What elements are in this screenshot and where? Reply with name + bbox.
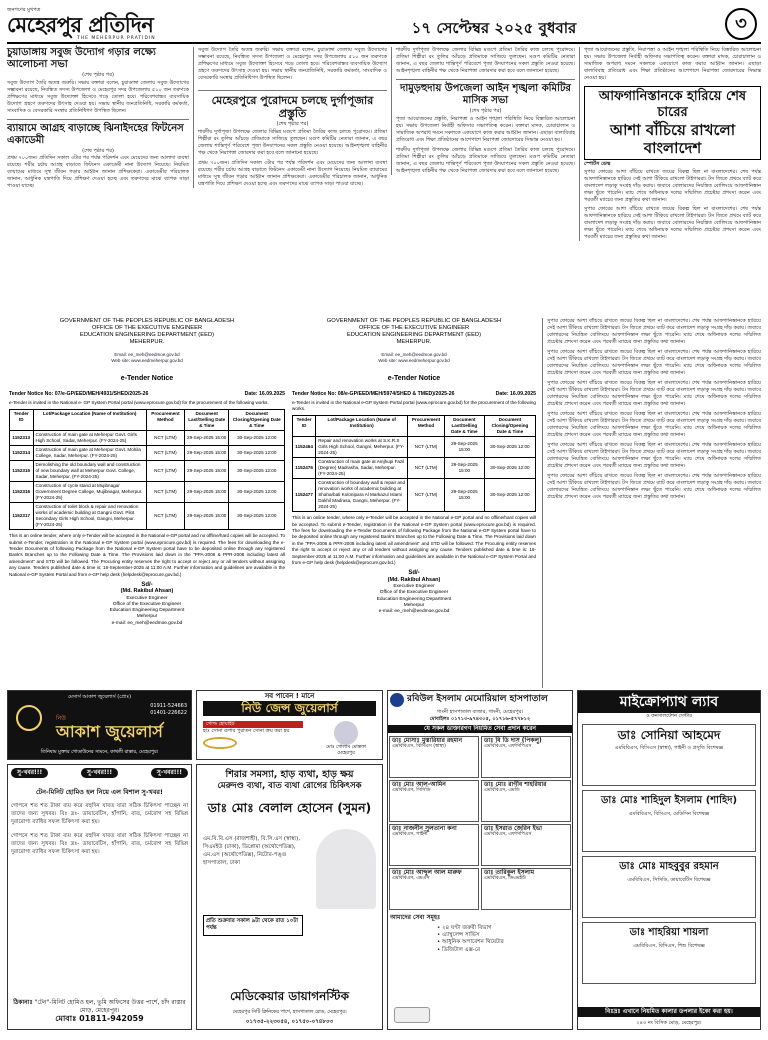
doctor-detail: এমবিবিএস, বিসিএস (স্বাস্থ্য) bbox=[392, 743, 446, 749]
doctor-name: ডাঃ মোঃ আব্দুল আল মারুফ bbox=[392, 868, 462, 876]
table-cell: 1152464 bbox=[293, 437, 316, 458]
tender-1-signer: (Md. Rakibul Ahsan) bbox=[120, 588, 174, 595]
homeo-phone: মোবাঃ 01811-942059 bbox=[55, 1014, 144, 1024]
issue-date: ১৭ সেপ্টেম্বর ২০২৫ বুধবার bbox=[411, 19, 577, 38]
signer-line: Education Engineering Department bbox=[376, 596, 452, 602]
jens-name: নিউ জেন্স জুয়েলার্স bbox=[203, 701, 376, 716]
table-row bbox=[293, 437, 536, 458]
table-cell: 1152476 bbox=[293, 458, 316, 479]
homeo-body-2: গোপনে শত শত টাকা ব্যয় করে বহুদিন যাবত যারা সঠিক চিকিৎসা পাচ্ছেন না তাদের জন্য সুখবর। বিঃ দ্রঃ- ডায়াবেটিস, হাঁপানি, বাত, চর্মরোগ সহ বিভিন্ন দুরারোগ্য ব্যাধির সফল চিকিৎসা করা হয়। bbox=[11, 833, 188, 856]
service-item: • আধুনিক অপারেশন থিয়েটার bbox=[437, 939, 504, 946]
doctor-card bbox=[481, 824, 571, 866]
sports-kicker: আফগানিস্তানকে হারিয়ে শেষ চারের bbox=[598, 89, 747, 120]
person-photo-icon bbox=[334, 721, 358, 745]
tender-2-intro: e-Tender is invited in the National e-GP System Portal portal (www.eprocure.gov.bd) for the procurement of the following works. bbox=[292, 400, 536, 412]
rabiul-banner: যে সকল ডাক্তারগণ নিয়মিত সেবা প্রদান করেন bbox=[388, 725, 572, 733]
table-cell: 30-Sep-2025 12:00 bbox=[484, 479, 535, 512]
tender-1-header bbox=[9, 318, 285, 346]
headline-1: চুয়াডাঙ্গায় সবুজ উদ্যোগ গড়ার লক্ষ্যে আলোচনা সভা bbox=[7, 47, 156, 70]
hospital-logo-icon bbox=[390, 693, 404, 707]
tender-2-table bbox=[292, 415, 536, 512]
article-body-3-more: শারদীয় দুর্গাপূজা উপলক্ষে জেলার বিভিন্ন মণ্ডপে প্রতিমা তৈরির কাজ চলছে পুরোদমে। প্রতিমা শিল্পীরা রং তুলির আঁচড়ে প্রতিমাকে সাজিয়ে তুলছেন। মণ্ডপ কমিটির নেতারা জানান, এ বছর জেলায় শান্তিপূর্ণ পরিবেশে পূজা উদযাপনের সকল প্রস্তুতি নেওয়া হয়েছে। আইনশৃঙ্খলা বাহিনীর পক্ষ থেকে নিরাপত্তা জোরদার করা হবে বলে জানানো হয়েছে। bbox=[396, 146, 575, 174]
tender-2-col-header: Tender ID bbox=[293, 416, 316, 437]
table-cell: 1152313 bbox=[10, 431, 34, 446]
doctor-name: ডাঃ তারিকুল ইসলাম bbox=[484, 868, 535, 876]
tender-1-contact bbox=[9, 352, 285, 364]
tender-2-col-header: Document Last/Selling Date & Time bbox=[444, 416, 484, 437]
doctor-card bbox=[481, 780, 571, 822]
table-cell: NCT (LTM) bbox=[146, 431, 184, 446]
doctor-name: ডাঃ বি ডি দাস (পিকলু) bbox=[484, 736, 542, 744]
table-cell: Demolishing the old boundary wall and construction of new boundary wall at Meherpur Govt. College, Sadar, Meherpur. (FY-2024-25) bbox=[33, 461, 146, 482]
tender-1-table bbox=[9, 409, 285, 530]
tender-2-dept: EDUCATION ENGINEERING DEPARTMENT (EED) bbox=[346, 332, 482, 338]
necklace-icon bbox=[16, 705, 42, 731]
doctor-detail: এমবিবিএস, এমডি bbox=[484, 787, 520, 793]
doctor-name: ডাঃ মোঃ আল-আমিন bbox=[392, 780, 446, 788]
table-cell: 30-Sep-2025 12:00 bbox=[229, 446, 285, 461]
belal-center-phone: ০১৭৩৫-২২৩০৫৪, ০১৭৫০-০৭৪৮০৩ bbox=[245, 1018, 334, 1025]
ad-new-jens-jewellers bbox=[196, 690, 383, 760]
tender-1-web: Web site: www.eedmeherpur.gov.bd bbox=[111, 358, 183, 363]
doctor-card bbox=[582, 922, 756, 984]
table-cell: 29-Sep-2025 15:00 bbox=[444, 437, 484, 458]
table-cell: 29-Sep-2025 15:00 bbox=[184, 461, 229, 482]
belal-center: মেডিকেয়ার ডায়াগনস্টিক bbox=[230, 989, 349, 1004]
tender-1-col-header: Document Closing/Opening Date & Time bbox=[229, 410, 285, 431]
doctor-name: ডাঃ মোসাঃ মুস্তারিয়ার রহমান bbox=[392, 736, 463, 744]
tender-1-gov: GOVERNMENT OF THE PEOPLES REPUBLIC OF BANGLADESH bbox=[59, 318, 235, 324]
tender-1-col-header: Document Last/Selling Date & Time bbox=[184, 410, 229, 431]
table-cell: 29-Sep-2025 15:00 bbox=[184, 503, 229, 530]
doctor-name: ডাঃ সোনিয়া আহমেদ bbox=[617, 728, 721, 743]
table-row bbox=[10, 461, 285, 482]
micropath-header bbox=[578, 691, 760, 713]
doctor-name: ডাঃ ইসরাত জেরিন ইভা bbox=[484, 824, 542, 832]
tender-1-terms: This is an online tender, where only e-Tender will be accepted in the National e-GP portal and no offline/hard copies will be accepted. To submit e-Tender, registration in the National e-GP System portal (www.eprocure.gov.bd) is required. The fees for downloading the e-Tender Documents of following Package from the National e-GP System portal have to be deposited online through any registered Bank's Branches up to the Following Date & Time. The Provisions laid down in the "PPA-2006 & PPR-2008 including latest all amendment" and STD will be followed. The Procuring entity reserves the right to accept or reject any or all tenders without assigning any cause. Tenders published date & time is: 16-September-2025 at 11:00 A.M. Further information and guidelines are available in the National e-GP System Portal and from e-GP help desk (helpdesk@eprocure.gov.bd.) bbox=[9, 533, 285, 577]
rabiul-doctor-list bbox=[388, 735, 572, 911]
homeo-footer bbox=[11, 999, 188, 1025]
tender-1-col-header: Tender ID bbox=[10, 410, 34, 431]
jens-person-name: মোঃ গোলাম মোস্তফা bbox=[325, 745, 367, 750]
table-cell: 1152477 bbox=[293, 479, 316, 512]
doctor-name: ডাঃ মোঃ শাহিদুল ইসলাম (শাহিদ) bbox=[600, 795, 738, 807]
doctor-card bbox=[481, 736, 571, 778]
jens-line: হাঃ সোনা রূপার পুরাতন সোনা ক্রয় করা হয় bbox=[203, 728, 290, 734]
tender-1-city: MEHERPUR. bbox=[129, 339, 165, 345]
doctor-detail: এমবিবিএস, বিসিএস (স্বাস্থ্য), গাইনী ও প্রসূতি বিশেষজ্ঞ bbox=[614, 745, 724, 752]
tender-2-date: Date: 16.09.2025 bbox=[495, 391, 536, 398]
table-row bbox=[10, 482, 285, 503]
tender-2-email: Email: ee_meh@eedmoe.gov.bd bbox=[381, 352, 447, 357]
doctor-detail: এমবিবিএস, বিসিএস, মেডিসিন বিশেষজ্ঞ bbox=[628, 811, 710, 818]
tender-1-intro: e-Tender is invited in the National e- GP System Portal portal (www.eprocure.gov.bd) for the procurement of the following works. bbox=[9, 400, 269, 406]
micropath-sub: ও কনসালটেশন সেন্টার bbox=[646, 713, 692, 720]
table-row bbox=[10, 503, 285, 530]
tender-2-terms: This is an online tender, where only e-Tender will be accepted in the National e-GP portal and no offline/hard copies will be accepted. To submit e-Tender, registration in the National e-GP System portal (www.eprocure.gov.bd) is required. The fees for downloading the e-Tender Documents of following Package from the National e-GP System portal have to be deposited online through any registered Bank's Branches up to the Following Date & Time. The Provisions laid down in the "PPA-2006 & PPR-2008 including latest all amendment" and STD will be followed. The Procuring entity reserves the right to accept or reject any or all tenders without assigning any cause. Tenders published date & time is: 16-September-2025 at 11:00 A.M. Further information and guidelines are available in the National e-GP System Portal and from e-GP help desk (helpdesk@eprocure.gov.bd.) bbox=[292, 515, 536, 566]
ring-icon bbox=[203, 737, 237, 749]
service-item: • ডিজিটাল এক্স-রে bbox=[437, 946, 481, 953]
article-body-3-cont: শারদীয় দুর্গাপূজা উপলক্ষে জেলার বিভিন্ন মণ্ডপে প্রতিমা তৈরির কাজ চলছে পুরোদমে। প্রতিমা শিল্পীরা রং তুলির আঁচড়ে প্রতিমাকে সাজিয়ে তুলছেন। মণ্ডপ কমিটির নেতারা জানান, এ বছর জেলায় শান্তিপূর্ণ পরিবেশে পূজা উদযাপনের সকল প্রস্তুতি নেওয়া হয়েছে। আইনশৃঙ্খলা বাহিনীর পক্ষ থেকে নিরাপত্তা জোরদার করা হবে বলে জানানো হয়েছে। bbox=[396, 47, 575, 74]
homeo-badge-1: সু-খবর!!! bbox=[11, 768, 48, 778]
page-number: ৩ bbox=[725, 8, 757, 40]
sports-headline: আশা বাঁচিয়ে রাখলো বাংলাদেশ bbox=[609, 121, 736, 157]
service-item: • এ্যাম্বুলেন্স সার্ভিস bbox=[437, 932, 480, 939]
doctor-card bbox=[389, 824, 479, 866]
akash-top: মেসার্স আকাশ জুয়েলার্স (প্রোঃ) bbox=[67, 694, 132, 700]
tender-2-signature bbox=[292, 570, 536, 615]
doctor-detail: এমবিবিএস, এফসিপিএস bbox=[484, 743, 532, 749]
table-cell: 30-Sep-2025 12:00 bbox=[229, 461, 285, 482]
ad-ten-minute-homeo bbox=[7, 764, 192, 1030]
ad-micropath-lab bbox=[577, 690, 761, 1030]
belal-name: ডাঃ মোঃ বেলাল হোসেন (সুমন) bbox=[207, 800, 372, 815]
signer-line: Meherpur bbox=[136, 614, 158, 620]
akash-address: তিনিষাম মুক্তার গোডাউনের সামনে, কাথলী রাস্তার, মেহেরপুর। bbox=[40, 749, 159, 755]
article-body-2-cont: প্রথম ৭০০জন। প্রতিদিন সকাল ৩টার পর পর্যন্ত পরিদর্শন এবং মেয়েদের জন্য আলাদা ব্যবস্থা রয়েছে। শরীর চর্চায় আগ্রহ বাড়াতে ফিটনেস একাডেমী নানা উদ্যোগ নিয়েছে। নিয়মিত ব্যায়ামের মাধ্যমে সুস্থ জীবন গড়ার আহ্বান জানান প্রশিক্ষকেরা। একাডেমীর পরিচালক জানান, আধুনিক যন্ত্রপাতি দিয়ে প্রশিক্ষণ দেওয়া হচ্ছে এবং তরুণদের মাঝে ব্যাপক সাড়া পাওয়া যাচ্ছে। bbox=[198, 159, 387, 187]
doctor-card bbox=[481, 868, 571, 910]
table-cell: 30-Sep-2025 12:00 bbox=[484, 458, 535, 479]
table-row bbox=[10, 431, 285, 446]
table-cell: Construction of toilet block & repair and renovation works of academic building at Gangni Govt. Pilot Secondary Girls High School, Gangni, Meherpur. (FY-2024-25) bbox=[33, 503, 146, 530]
tender-notice-2 bbox=[292, 318, 536, 698]
belal-degrees: এম.বি.বি.এস (রাজশাহী), বি.সি.এস (স্বাস্থ্য), সিএমইউ (ঢাকা), ডিপ্লোমা (অর্থোপেডিক্স), এম.এস (অর্থোপেডিক্স), নিটোর-পঙ্গু হাসপাতাল, ঢাকা bbox=[203, 836, 301, 866]
tender-1-sd: Sd/- bbox=[141, 582, 153, 588]
signer-line: Office of the Executive Engineer bbox=[112, 601, 182, 607]
table-cell: 29-Sep-2025 15:00 bbox=[184, 482, 229, 503]
tender-2-web: Web site: www.eedmeherpur.gov.bd bbox=[378, 358, 450, 363]
table-cell: NCT (LTM) bbox=[146, 482, 184, 503]
tender-2-gov: GOVERNMENT OF THE PEOPLES REPUBLIC OF BANGLADESH bbox=[326, 318, 502, 324]
headline-2: ব্যায়ামে আগ্রহ বাড়াচ্ছে ঝিনাইদহের ফিটনেস একাডেমী bbox=[7, 122, 184, 146]
table-cell: Construction of cycle stand at Mujibnagar Government Degree College, Mujibnagar, Meherpur. (FY-2024-25) bbox=[33, 482, 146, 503]
homeo-body: গোপনে শত শত টাকা ব্যয় করে বহুদিন যাবত যারা সঠিক চিকিৎসা পাচ্ছেন না তাদের জন্য সুখবর। বিঃ দ্রঃ- ডায়াবেটিস, হাঁপানি, বাত, চর্মরোগ সহ বিভিন্ন দুরারোগ্য ব্যাধির সফল চিকিৎসা করা হয়। bbox=[11, 803, 188, 826]
belal-top2: মেরুদণ্ড ব্যথা, বাত ব্যথা রোগের চিকিৎসক bbox=[217, 781, 362, 791]
ad-akash-jewellers bbox=[7, 690, 192, 760]
homeo-address-label: ঠিকানাঃ bbox=[13, 998, 33, 1006]
news-col-2 bbox=[193, 47, 387, 188]
table-cell: 1152314 bbox=[10, 446, 34, 461]
sports-byline: স্পোর্টস ডেস্ক bbox=[584, 161, 611, 167]
table-cell: Construction of main gate at Meherpur Govt. Girls High School, Sadar, Meherpur. (FY-2024-25) bbox=[33, 431, 146, 446]
tender-1-col-header: Lot/Package Location (Name of Institution) bbox=[33, 410, 146, 431]
doctor-detail: এমবিবিএস, এমএস bbox=[392, 875, 430, 881]
doctor-card bbox=[389, 780, 479, 822]
tender-2-title: e-Tender Notice bbox=[387, 375, 441, 382]
headline-4: দামুড়হুদায় উপজেলা আইন শৃঙ্খলা কমিটির মাসিক সভা bbox=[400, 83, 571, 106]
article-body-2: প্রথম ৭০০জন। প্রতিদিন সকাল ৩টার পর পর্যন্ত পরিদর্শন এবং মেয়েদের জন্য আলাদা ব্যবস্থা রয়েছে। শরীর চর্চায় আগ্রহ বাড়াতে ফিটনেস একাডেমী নানা উদ্যোগ নিয়েছে। নিয়মিত ব্যায়ামের মাধ্যমে সুস্থ জীবন গড়ার আহ্বান জানান প্রশিক্ষকেরা। একাডেমীর পরিচালক জানান, আধুনিক যন্ত্রপাতি দিয়ে প্রশিক্ষণ দেওয়া হচ্ছে এবং তরুণদের মাঝে ব্যাপক সাড়া পাওয়া যাচ্ছে। bbox=[7, 155, 189, 190]
table-row bbox=[10, 446, 285, 461]
micropath-address: ২৪৩ নং বিসিক মোড়, মেহেরপুর। bbox=[636, 1020, 702, 1027]
doctor-name: ডাঃ শাহরিয়া শায়লা bbox=[629, 927, 709, 939]
jens-person bbox=[316, 721, 376, 758]
article-body-1-cont: সবুজ উদ্যোগ তৈরি অতন্ত্র জরুরি। সভায় বক্তারা বলেন, চুয়াডাঙ্গা জেলায় সবুজ উদ্যোগের সম্ভাবনা রয়েছে, নিবন্ধিত সদস্য উপজেলা ও মেহেরপুর সদর উপজেলায় ৫১০ জন তরুণকে প্রশিক্ষণের মাধ্যমে সবুজ উদ্যোক্তা হিসেবে গড়ে তোলা হবে। পরিবেশবান্ধব ব্যবসায়িক উদ্যোগ গ্রহণে তরুণদের উৎসাহ দেওয়া হয়। সভায় স্থানীয় জনপ্রতিনিধি, সরকারি কর্মকর্তা, সাংবাদিক ও বেসরকারি সংস্থার প্রতিনিধিগণ উপস্থিত ছিলেন। bbox=[198, 47, 387, 81]
ad-rabiul-hospital bbox=[387, 690, 573, 1030]
tender-2-signer: (Md. Rakibul Ahsan) bbox=[387, 576, 441, 583]
homeo-address: "টেন"-মিনিট হোমিও হল, ভুমি অফিসের উত্তর পার্শে, চাঁদ রাস্তার মোড়, মেহেরপুর। bbox=[34, 998, 186, 1014]
table-cell: 30-Sep-2025 12:00 bbox=[484, 437, 535, 458]
homeo-badges bbox=[11, 768, 188, 778]
akash-phones bbox=[150, 703, 187, 716]
tender-1-title: e-Tender Notice bbox=[120, 375, 174, 382]
sports-body-cont-2: সুপার ফোরের আশা বাঁচিয়ে রাখতে জয়ের বিকল্প ছিল না বাংলাদেশের। শেষ পর্যন্ত আফগানিস্তানকে হারিয়ে সেই আশা টিকিয়ে রাখলো টাইগাররা। টস জিতে প্রথমে ব্যাট করে বাংলাদেশ লড়াকু সংগ্রহ দাঁড় করায়। জবাবে বোলারদের নিয়ন্ত্রিত বোলিংয়ে আফগানিস্তান লক্ষ্য ছুঁতে পারেনি। ম্যাচ শেষে অধিনায়ক দলের সম্মিলিত প্রচেষ্টার প্রশংসা করেন এবং পরবর্তী ম্যাচের জন্য প্রস্তুতির কথা জানান। bbox=[547, 349, 761, 376]
akash-new: নিউ bbox=[56, 715, 66, 722]
rabiul-name: রবিউল ইসলাম মেমোরিয়াল হাসপাতাল bbox=[407, 694, 548, 705]
jens-owner-tag: গোল্ড হোয়াইট bbox=[203, 721, 303, 728]
rabiul-header bbox=[388, 691, 572, 709]
doctor-name: ডাঃ নাজনীন সুলতানা কনা bbox=[392, 824, 457, 832]
sports-body: সুপার ফোরের আশা বাঁচিয়ে রাখতে জয়ের বিকল্প ছিল না বাংলাদেশের। শেষ পর্যন্ত আফগানিস্তানকে হারিয়ে সেই আশা টিকিয়ে রাখলো টাইগাররা। টস জিতে প্রথমে ব্যাট করে বাংলাদেশ লড়াকু সংগ্রহ দাঁড় করায়। জবাবে বোলারদের নিয়ন্ত্রিত বোলিংয়ে আফগানিস্তান লক্ষ্য ছুঁতে পারেনি। ম্যাচ শেষে অধিনায়ক দলের সম্মিলিত প্রচেষ্টার প্রশংসা করেন এবং পরবর্তী ম্যাচের জন্য প্রস্তুতির কথা জানান। bbox=[584, 168, 761, 203]
news-col-4 bbox=[579, 47, 761, 241]
akash-phone-2: 01401-226622 bbox=[150, 709, 187, 716]
tender-2-meta bbox=[292, 391, 536, 398]
signer-line: e-mail: ee_meh@eedmoe.gov.bd bbox=[378, 609, 450, 615]
table-cell: Construction of boundary wall & repair and renovation works of academic building at Shaharbati Kolonipara Al Markazul Islami Dakhil Madrasa, Gangni, Meherpur. (FY-2024-25) bbox=[316, 479, 408, 512]
table-cell: NCT (LTM) bbox=[146, 503, 184, 530]
signer-line: Education Engineering Department bbox=[109, 608, 185, 614]
tender-1-signature bbox=[9, 582, 285, 627]
jens-top: সব পাবেন ! মানে bbox=[264, 692, 315, 700]
doctor-detail: এমবিবিএস, গাইনী bbox=[392, 831, 428, 837]
rabiul-services-head: আমাদের সেবা সমূহঃ bbox=[390, 913, 441, 921]
sports-headline-box bbox=[584, 86, 761, 160]
article-body-4-cont: পূজা আয়োজনের প্রস্তুতি, নিরাপত্তা ও আইন শৃঙ্খলা পরিস্থিতি নিয়ে বিস্তারিত আলোচনা হয়। সভায় উপজেলা নির্বাহী অফিসার সভাপতিত্ব করেন। বক্তারা মাদক, চোরাচালান ও সামাজিক অপরাধ দমনে সকলকে একযোগে কাজ করার আহ্বান জানান। এছাড়া বাল্যবিবাহ প্রতিরোধ এবং শিক্ষা প্রতিষ্ঠানের আশেপাশে নিরাপত্তা জোরদারের সিদ্ধান্ত নেওয়া হয়। bbox=[584, 47, 761, 81]
tender-2-col-header: Lot/Package Location (Name of Institution) bbox=[316, 416, 408, 437]
table-cell: NCT (LTM) bbox=[408, 479, 445, 512]
micropath-doctor-list bbox=[578, 724, 760, 984]
signer-line: Executive Engineer bbox=[393, 584, 435, 590]
byline-2: (শেষ পৃষ্ঠার পর) bbox=[82, 147, 114, 154]
byline-4: (শেষ পৃষ্ঠার পর) bbox=[469, 108, 502, 114]
doctor-card bbox=[582, 856, 756, 918]
sports-body-cont-6: সুপার ফোরের আশা বাঁচিয়ে রাখতে জয়ের বিকল্প ছিল না বাংলাদেশের। শেষ পর্যন্ত আফগানিস্তানকে হারিয়ে সেই আশা টিকিয়ে রাখলো টাইগাররা। টস জিতে প্রথমে ব্যাট করে বাংলাদেশ লড়াকু সংগ্রহ দাঁড় করায়। জবাবে বোলারদের নিয়ন্ত্রিত বোলিংয়ে আফগানিস্তান লক্ষ্য ছুঁতে পারেনি। ম্যাচ শেষে অধিনায়ক দলের সম্মিলিত প্রচেষ্টার প্রশংসা করেন এবং পরবর্তী ম্যাচের জন্য প্রস্তুতির কথা জানান। bbox=[547, 473, 761, 500]
advertisement-area bbox=[7, 690, 761, 1030]
tender-2-sd: Sd/- bbox=[408, 570, 420, 577]
micropath-footer: বিঃদ্রঃ এখানে নিয়মিত কালার ডপলার ইকো করা হয়। bbox=[578, 1007, 760, 1017]
table-cell: NCT (LTM) bbox=[408, 437, 445, 458]
jens-details bbox=[203, 721, 303, 749]
belal-center-address: মেহেরপুর সিটি ক্লিনিকের পাশে, হাসপাতাল রোড, মেহেরপুর। bbox=[232, 1009, 347, 1015]
sports-body-cont-4: সুপার ফোরের আশা বাঁচিয়ে রাখতে জয়ের বিকল্প ছিল না বাংলাদেশের। শেষ পর্যন্ত আফগানিস্তানকে হারিয়ে সেই আশা টিকিয়ে রাখলো টাইগাররা। টস জিতে প্রথমে ব্যাট করে বাংলাদেশ লড়াকু সংগ্রহ দাঁড় করায়। জবাবে বোলারদের নিয়ন্ত্রিত বোলিংয়ে আফগানিস্তান লক্ষ্য ছুঁতে পারেনি। ম্যাচ শেষে অধিনায়ক দলের সম্মিলিত প্রচেষ্টার প্রশংসা করেন এবং পরবর্তী ম্যাচের জন্য প্রস্তুতির কথা জানান। bbox=[547, 411, 761, 438]
tender-1-date: Date: 16.09.2025 bbox=[244, 391, 285, 398]
tender-2-header bbox=[292, 318, 536, 346]
signer-line: Meherpur bbox=[403, 602, 425, 608]
doctor-detail: এমবিবিএস, ডিএমইউ bbox=[484, 875, 526, 881]
sports-continued bbox=[542, 318, 761, 688]
akash-phone-1: 01911-524663 bbox=[150, 703, 187, 709]
doctor-card bbox=[389, 868, 479, 910]
byline-1: (শেষ পৃষ্ঠার পর) bbox=[82, 72, 114, 78]
table-cell: Construction of main gate at Amjhupi Fazil (Degree) Madrasha, Sadar, Meherpur. (FY-2024-25) bbox=[316, 458, 408, 479]
tender-2-notice-no: Tender Notice No: 08/e-GP/EED/MEH/5974/SHED & TMED)/2025-26 bbox=[292, 391, 455, 398]
homeo-lead: টেন-মিনিট হোমিও হল নিয়ে এল বিশাল সু-খবর! bbox=[36, 787, 163, 796]
sports-body-cont-1: সুপার ফোরের আশা বাঁচিয়ে রাখতে জয়ের বিকল্প ছিল না বাংলাদেশের। শেষ পর্যন্ত আফগানিস্তানকে হারিয়ে সেই আশা টিকিয়ে রাখলো টাইগাররা। টস জিতে প্রথমে ব্যাট করে বাংলাদেশ লড়াকু সংগ্রহ দাঁড় করায়। জবাবে বোলারদের নিয়ন্ত্রিত বোলিংয়ে আফগানিস্তান লক্ষ্য ছুঁতে পারেনি। ম্যাচ শেষে অধিনায়ক দলের সম্মিলিত প্রচেষ্টার প্রশংসা করেন এবং পরবর্তী ম্যাচের জন্য প্রস্তুতির কথা জানান। bbox=[547, 318, 761, 345]
table-cell: 30-Sep-2025 12:00 bbox=[229, 431, 285, 446]
tender-2-col-header: Procurement Method bbox=[408, 416, 445, 437]
table-row bbox=[293, 479, 536, 512]
table-cell: Construction of main gate at Meherpur Govt. Mohila College, Sadar, Meherpur. (FY-2024-25) bbox=[33, 446, 146, 461]
homeo-badge-3: সু-খবর!!! bbox=[151, 768, 188, 778]
akash-name: আকাশ জুয়েলার্স bbox=[56, 722, 163, 741]
doctor-card bbox=[389, 736, 479, 778]
doctor-name: ডাঃ মোঃ মাহবুবুর রহমান bbox=[619, 861, 719, 873]
rabiul-address: গাংনী হাসপাতাল বাজার, গাংনী, মেহেরপুর। bbox=[436, 709, 524, 715]
belal-top: শিরার সমস্যা, হাড় ব্যথা, হাড় ক্ষয় bbox=[225, 769, 354, 780]
table-cell: 1152316 bbox=[10, 482, 34, 503]
ad-dr-belal bbox=[196, 764, 383, 1030]
table-cell: 29-Sep-2025 15:00 bbox=[184, 446, 229, 461]
news-col-1 bbox=[7, 47, 189, 190]
doctor-detail: এমবিবিএস, সিসিডি, ডায়াবেটিস বিশেষজ্ঞ bbox=[627, 877, 711, 884]
tender-1-col-header: Procurement Method bbox=[146, 410, 184, 431]
sports-body-cont-5: সুপার ফোরের আশা বাঁচিয়ে রাখতে জয়ের বিকল্প ছিল না বাংলাদেশের। শেষ পর্যন্ত আফগানিস্তানকে হারিয়ে সেই আশা টিকিয়ে রাখলো টাইগাররা। টস জিতে প্রথমে ব্যাট করে বাংলাদেশ লড়াকু সংগ্রহ দাঁড় করায়। জবাবে বোলারদের নিয়ন্ত্রিত বোলিংয়ে আফগানিস্তান লক্ষ্য ছুঁতে পারেনি। ম্যাচ শেষে অধিনায়ক দলের সম্মিলিত প্রচেষ্টার প্রশংসা করেন এবং পরবর্তী ম্যাচের জন্য প্রস্তুতির কথা জানান। bbox=[547, 442, 761, 469]
table-cell: NCT (LTM) bbox=[146, 461, 184, 482]
article-body-1: সবুজ উদ্যোগ তৈরি অতন্ত্র জরুরি। সভায় বক্তারা বলেন, চুয়াডাঙ্গা জেলায় সবুজ উদ্যোগের সম্ভাবনা রয়েছে, নিবন্ধিত সদস্য উপজেলা ও মেহেরপুর সদর উপজেলায় ৫১০ জন তরুণকে প্রশিক্ষণের মাধ্যমে সবুজ উদ্যোক্তা হিসেবে গড়ে তোলা হবে। পরিবেশবান্ধব ব্যবসায়িক উদ্যোগ গ্রহণে তরুণদের উৎসাহ দেওয়া হয়। সভায় স্থানীয় জনপ্রতিনিধি, সরকারি কর্মকর্তা, সাংবাদিক ও বেসরকারি সংস্থার প্রতিনিধিগণ উপস্থিত ছিলেন। bbox=[7, 79, 189, 114]
tender-2-col-header: Document Closing/Opening Date & Time bbox=[484, 416, 535, 437]
homeo-badge-2: সু-খবর!!! bbox=[81, 768, 118, 778]
masthead bbox=[7, 6, 761, 44]
sports-body-cont-3: সুপার ফোরের আশা বাঁচিয়ে রাখতে জয়ের বিকল্প ছিল না বাংলাদেশের। শেষ পর্যন্ত আফগানিস্তানকে হারিয়ে সেই আশা টিকিয়ে রাখলো টাইগাররা। টস জিতে প্রথমে ব্যাট করে বাংলাদেশ লড়াকু সংগ্রহ দাঁড় করায়। জবাবে বোলারদের নিয়ন্ত্রিত বোলিংয়ে আফগানিস্তান লক্ষ্য ছুঁতে পারেনি। ম্যাচ শেষে অধিনায়ক দলের সম্মিলিত প্রচেষ্টার প্রশংসা করেন এবং পরবর্তী ম্যাচের জন্য প্রস্তুতির কথা জানান। bbox=[547, 380, 761, 407]
micropath-name: মাইক্রোপ্যাথ ল্যাব bbox=[619, 694, 719, 710]
jens-address: মেহেরপুর bbox=[337, 751, 355, 757]
doctor-name: ডাঃ মোঃ রাগীব শাহরিয়ার bbox=[484, 780, 547, 788]
news-col-3 bbox=[391, 47, 575, 175]
rabiul-services bbox=[388, 925, 572, 954]
tender-1-office: OFFICE OF THE EXECUTIVE ENGINEER bbox=[91, 325, 203, 331]
doctor-card bbox=[582, 790, 756, 852]
table-cell: 30-Sep-2025 12:00 bbox=[229, 482, 285, 503]
paper-sub: THE MEHERPUR PRATIDIN bbox=[77, 36, 156, 42]
byline-3: (শেষ পৃষ্ঠার পর) bbox=[276, 121, 309, 127]
doctor-card bbox=[582, 724, 756, 786]
doctor-detail: এমবিবিএস, সিসিডি bbox=[392, 787, 431, 793]
table-row bbox=[293, 458, 536, 479]
table-cell: 1152317 bbox=[10, 503, 34, 530]
paper-name: মেহেরপুর প্রতিদিন bbox=[7, 12, 154, 38]
article-body-3: শারদীয় দুর্গাপূজা উপলক্ষে জেলার বিভিন্ন মণ্ডপে প্রতিমা তৈরির কাজ চলছে পুরোদমে। প্রতিমা শিল্পীরা রং তুলির আঁচড়ে প্রতিমাকে সাজিয়ে তুলছেন। মণ্ডপ কমিটির নেতারা জানান, এ বছর জেলায় শান্তিপূর্ণ পরিবেশে পূজা উদযাপনের সকল প্রস্তুতি নেওয়া হয়েছে। আইনশৃঙ্খলা বাহিনীর পক্ষ থেকে নিরাপত্তা জোরদার করা হবে বলে জানানো হয়েছে। bbox=[198, 128, 387, 156]
sports-body-more: সুপার ফোরের আশা বাঁচিয়ে রাখতে জয়ের বিকল্প ছিল না বাংলাদেশের। শেষ পর্যন্ত আফগানিস্তানকে হারিয়ে সেই আশা টিকিয়ে রাখলো টাইগাররা। টস জিতে প্রথমে ব্যাট করে বাংলাদেশ লড়াকু সংগ্রহ দাঁড় করায়। জবাবে বোলারদের নিয়ন্ত্রিত বোলিংয়ে আফগানিস্তান লক্ষ্য ছুঁতে পারেনি। ম্যাচ শেষে অধিনায়ক দলের সম্মিলিত প্রচেষ্টার প্রশংসা করেন এবং পরবর্তী ম্যাচের জন্য প্রস্তুতির কথা জানান। bbox=[584, 205, 761, 240]
table-cell: 30-Sep-2025 12:00 bbox=[229, 503, 285, 530]
tender-1-email: Email: ee_meh@eedmoe.gov.bd bbox=[114, 352, 180, 357]
table-cell: 29-Sep-2025 15:00 bbox=[184, 431, 229, 446]
table-cell: NCT (LTM) bbox=[146, 446, 184, 461]
signer-line: e-mail: ee_meh@eedmoe.gov.bd bbox=[111, 620, 183, 626]
signer-line: Office of the Executive Engineer bbox=[379, 590, 449, 596]
table-cell: NCT (LTM) bbox=[408, 458, 445, 479]
news-section bbox=[7, 47, 761, 322]
tagline: জনগণের মুখপত্র bbox=[7, 7, 41, 14]
tender-2-office: OFFICE OF THE EXECUTIVE ENGINEER bbox=[358, 325, 470, 331]
tender-notice-1 bbox=[9, 318, 285, 698]
tender-1-dept: EDUCATION ENGINEERING DEPARTMENT (EED) bbox=[79, 332, 215, 338]
headline-3: মেহেরপুরে পুরোদমে চলছে দুর্গাপূজার প্রস্তুতি bbox=[211, 94, 374, 120]
tender-2-city: MEHERPUR. bbox=[396, 339, 432, 345]
table-cell: 29-Sep-2025 15:00 bbox=[444, 458, 484, 479]
doctor-detail: এমবিবিএস, এফসিপিএস bbox=[484, 831, 532, 837]
table-cell: 1152315 bbox=[10, 461, 34, 482]
doctor-detail: এমবিবিএস, বিসিএস, শিশু বিশেষজ্ঞ bbox=[633, 943, 705, 950]
service-item: • ২৪ ঘণ্টা জরুরী বিভাগ bbox=[437, 924, 492, 931]
masthead-brand bbox=[7, 7, 247, 42]
article-body-4: পূজা আয়োজনের প্রস্তুতি, নিরাপত্তা ও আইন শৃঙ্খলা পরিস্থিতি নিয়ে বিস্তারিত আলোচনা হয়। সভায় উপজেলা নির্বাহী অফিসার সভাপতিত্ব করেন। বক্তারা মাদক, চোরাচালান ও সামাজিক অপরাধ দমনে সকলকে একযোগে কাজ করার আহ্বান জানান। এছাড়া বাল্যবিবাহ প্রতিরোধ এবং শিক্ষা প্রতিষ্ঠানের আশেপাশে নিরাপত্তা জোরদারের সিদ্ধান্ত নেওয়া হয়। bbox=[396, 115, 575, 143]
signer-line: Executive Engineer bbox=[126, 595, 168, 601]
table-cell: 29-Sep-2025 15:00 bbox=[444, 479, 484, 512]
ambulance-icon bbox=[394, 1007, 430, 1023]
tender-2-contact bbox=[292, 352, 536, 364]
tender-1-notice-no: Tender Notice No: 07/e-GP/EED/MEH/4931/SHED/2025-26 bbox=[9, 391, 149, 398]
belal-schedule: প্রতি শুক্রবার সকাল ৯টা থেকে রাত ১০টা পর্যন্ত bbox=[203, 915, 303, 936]
rabiul-phone: মোবাইলঃ ০১৭১৩-৯৭৪৩০৫, ০১৭১৬-৫৭৭৮১২ bbox=[429, 716, 531, 722]
table-cell: Repair and renovation works at S.K.R.S Girls High School, Gangni, Meherpur. (FY-2024-25) bbox=[316, 437, 408, 458]
doctor-photo-icon bbox=[316, 829, 376, 909]
tender-1-meta bbox=[9, 391, 285, 398]
